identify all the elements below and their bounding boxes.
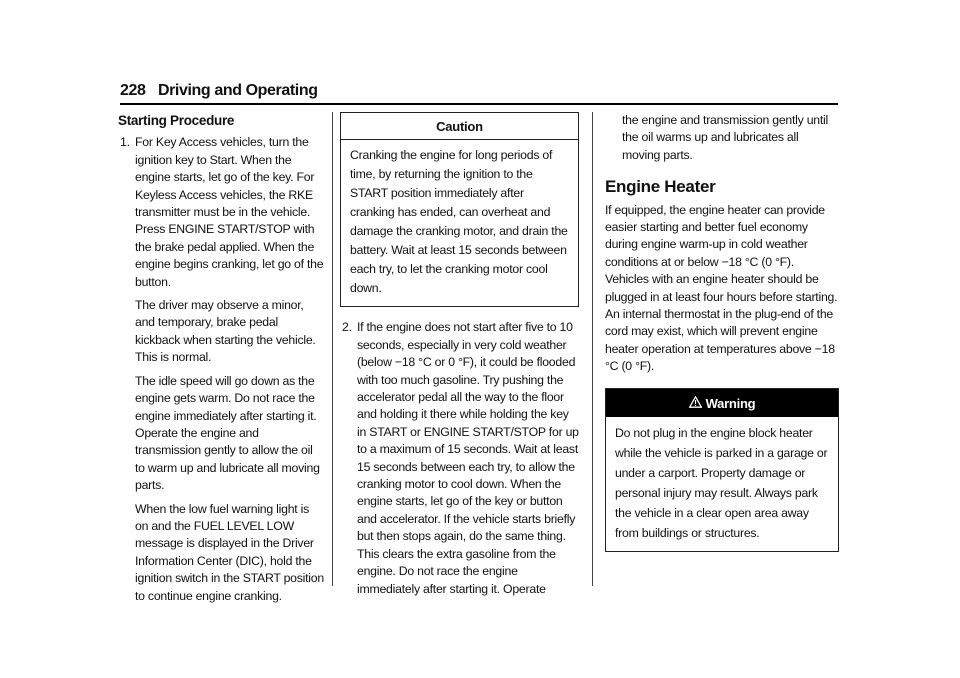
caution-text: Cranking the engine for long periods of time, by returning the ignition to the START position immediately after cranking has ended, can overheat and damage the cranking motor, and drain the battery. Wait at least 15 seconds between each try, to let the cranking motor cool down. <box>350 148 568 296</box>
column-2 <box>340 112 579 610</box>
column-divider-left <box>332 112 333 586</box>
page-header <box>120 82 838 104</box>
header-rule <box>120 103 838 105</box>
paragraph: If the engine does not start after five to 10 seconds, especially in very cold weather (below −18 °C or 0 °F), it could be flooded with too much gasoline. Try pushing the accelerator pedal all the way to the floor and holding it there while holding the key in START or ENGINE START/STOP for up to a maximum of 15 seconds. Wait at least 15 seconds between each try, to allow the cranking motor to cool down. When the engine starts, let go of the key or button and accelerator. If the vehicle starts briefly but then stops again, do the same thing. This clears the extra gasoline from the engine. Do not race the engine immediately after starting it. Operate <box>357 320 579 596</box>
caution-box <box>340 112 579 307</box>
page-number: 228 <box>120 82 146 99</box>
section-title: Driving and Operating <box>157 82 318 99</box>
paragraph: When the low fuel warning light is on and the FUEL LEVEL LOW message is displayed in the Driver Information Center (DIC), hold the ignition switch in the START position to continue engine cranking. <box>135 501 324 603</box>
warning-header <box>606 389 838 417</box>
paragraph: The idle speed will go down as the engine gets warm. Do not race the engine immediately after starting it. Operate the engine and transmission gently to allow the oil to warm up and lubricate all moving parts. <box>135 373 320 493</box>
column-3 <box>605 112 839 552</box>
starting-procedure-heading: Starting Procedure <box>118 113 235 128</box>
warning-triangle-icon <box>689 395 702 412</box>
caution-title: Caution <box>341 113 578 140</box>
list-item-1 <box>118 134 324 611</box>
warning-text: Do not plug in the engine block heater while the vehicle is parked in a garage or under a carport. Property damage or personal injury may result. Always park the vehicle in a clear open area away from buildings or structures. <box>615 426 828 541</box>
paragraph: For Key Access vehicles, turn the ignition key to Start. When the engine starts, let go of the key. For Keyless Access vehicles, the RKE transmitter must be in the vehicle. Press ENGINE START/STOP with the brake pedal applied. When the engine begins cranking, let go of the button. <box>135 135 324 289</box>
warning-box <box>605 388 839 552</box>
column-1 <box>118 112 324 617</box>
paragraph: The driver may observe a minor, and temporary, brake pedal kickback when starting the vehicle. This is normal. <box>135 298 316 365</box>
warning-title: Warning <box>705 395 756 411</box>
engine-heater-paragraph: If equipped, the engine heater can provide easier starting and better fuel economy during engine warm-up in cold weather conditions at or below −18 °C (0 °F). Vehicles with an engine heater should be plugged in at least four hours before starting. An internal thermostat in the plug-end of the cord may exist, which will prevent engine heater operation at temperatures above −18 °C (0 °F). <box>605 202 838 374</box>
column-divider-right <box>592 112 593 586</box>
engine-heater-heading: Engine Heater <box>605 177 716 197</box>
continued-paragraph: the engine and transmission gently until the oil warms up and lubricates all moving parts. <box>622 113 829 162</box>
list-item-2 <box>340 319 579 604</box>
list-item-body <box>135 134 324 611</box>
list-number: 1. <box>120 135 130 150</box>
list-item-body <box>357 319 579 604</box>
list-number: 2. <box>342 320 352 335</box>
